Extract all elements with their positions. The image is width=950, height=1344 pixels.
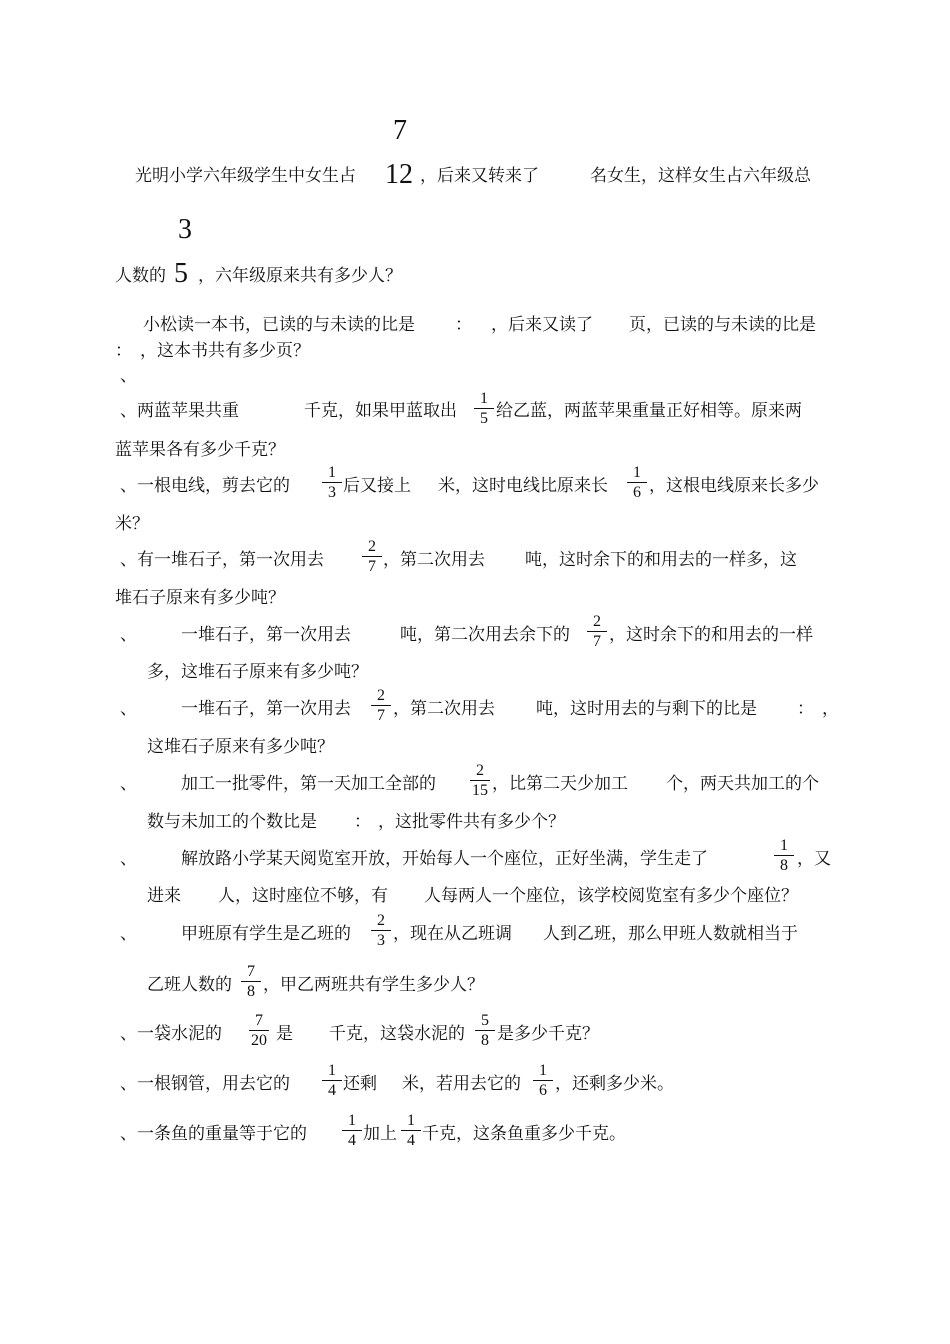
fraction-denominator: 7: [368, 558, 376, 575]
problem-text: 蓝苹果各有多少千克？: [115, 440, 285, 460]
fraction-denominator: 6: [539, 1082, 547, 1099]
problem-text: 数与未加工的个数比是: [147, 812, 317, 832]
ratio-colon: ：: [797, 699, 814, 719]
fraction-bar: [587, 631, 607, 632]
fraction-denominator: 8: [780, 857, 788, 874]
fraction-bar: [241, 981, 261, 982]
fraction-numerator: 1: [780, 837, 788, 854]
problem-text: 页，已读的与未读的比是: [629, 315, 816, 335]
fraction-bar: [362, 556, 382, 557]
problem-text: 一堆石子，第一次用去: [181, 625, 351, 645]
fraction: [340, 1112, 364, 1149]
fraction-denominator: 12: [385, 159, 413, 190]
problem-text: ，现在从乙班调: [393, 924, 512, 944]
fraction-numerator: 2: [476, 762, 484, 779]
problem-text: 还剩: [343, 1074, 377, 1094]
problem-text: ，第二次用去: [383, 550, 485, 570]
problem-text: 千克，这袋水泥的: [329, 1024, 465, 1044]
fraction-numerator: 7: [255, 1012, 263, 1029]
problem-text: ，又: [797, 849, 831, 869]
fraction-numerator: 7: [393, 115, 407, 146]
problem-text: 这堆石子原来有多少吨？: [147, 737, 334, 757]
fraction-bar: [401, 1130, 421, 1131]
problem-text: 一堆石子，第一次用去: [181, 699, 351, 719]
problem-text: ，第二次用去: [393, 699, 495, 719]
problem-text: ，甲乙两班共有学生多少人？: [263, 975, 484, 995]
problem-text: 吨，这时用去的与剩下的比是: [536, 699, 757, 719]
problem-text: 、两蓝苹果共重: [120, 401, 239, 421]
fraction-denominator: 8: [481, 1032, 489, 1049]
list-marker: 、: [120, 366, 137, 386]
problem-text: 、一袋水泥的: [120, 1024, 222, 1044]
fraction-denominator: 6: [633, 484, 641, 501]
fraction-denominator: 4: [348, 1132, 356, 1149]
problem-text: 人每两人一个座位，该学校阅览室有多少个座位？: [424, 886, 798, 906]
fraction-denominator: 7: [593, 633, 601, 650]
problem-text: 甲班原有学生是乙班的: [181, 924, 351, 944]
fraction-numerator: 7: [247, 963, 255, 980]
fraction: [473, 1012, 497, 1049]
fraction-numerator: 1: [407, 1112, 415, 1129]
fraction-numerator: 1: [633, 464, 641, 481]
fraction-bar: [470, 780, 490, 781]
problem-text: 是: [276, 1024, 293, 1044]
problem-text: 人数的: [115, 266, 166, 286]
fraction: [320, 464, 344, 501]
fraction: [247, 1012, 271, 1049]
fraction-bar: [371, 930, 391, 931]
list-marker: 、: [120, 699, 137, 719]
problem-text: ，这时余下的和用去的一样: [609, 625, 813, 645]
fraction: [369, 687, 393, 724]
problem-text: 乙班人数的: [147, 975, 232, 995]
fraction-denominator: 3: [328, 484, 336, 501]
fraction-bar: [774, 855, 794, 856]
problem-text: ，比第二天少加工: [492, 774, 628, 794]
fraction-denominator: 15: [472, 782, 488, 799]
fraction-numerator: 2: [368, 538, 376, 555]
problem-text: 米，这时电线比原来长: [438, 476, 608, 496]
ratio-colon: ：: [115, 341, 132, 361]
fraction-numerator: 1: [328, 1062, 336, 1079]
fraction-bar: [371, 705, 391, 706]
problem-text: 米，若用去它的: [402, 1074, 521, 1094]
fraction-denominator: 7: [377, 707, 385, 724]
problem-text: 千克，如果甲蓝取出: [304, 401, 457, 421]
fraction: [239, 963, 263, 1000]
fraction-numerator: 2: [593, 613, 601, 630]
fraction-denominator: 8: [247, 983, 255, 1000]
fraction-bar: [474, 408, 494, 409]
problem-text: 、有一堆石子，第一次用去: [120, 550, 324, 570]
problem-text: ，后来又读了: [491, 315, 593, 335]
problem-text: 小松读一本书，已读的与未读的比是: [143, 315, 415, 335]
problem-text: 、一根钢管，用去它的: [120, 1074, 290, 1094]
fraction-bar: [249, 1030, 269, 1031]
problem-text: 个，两天共加工的个: [666, 774, 819, 794]
fraction: [472, 390, 496, 427]
fraction: [399, 1112, 423, 1149]
problem-text: 加上: [363, 1124, 397, 1144]
problem-text: 吨，第二次用去余下的: [400, 625, 570, 645]
fraction-denominator: 4: [328, 1082, 336, 1099]
fraction-numerator: 2: [377, 687, 385, 704]
ratio-colon: ：: [354, 812, 371, 832]
problem-text: 后又接上: [343, 476, 411, 496]
fraction-numerator: 1: [328, 464, 336, 481]
fraction-bar: [475, 1030, 495, 1031]
ratio-colon: ：: [455, 315, 472, 335]
fraction-numerator: 2: [377, 912, 385, 929]
fraction-denominator: 20: [251, 1032, 267, 1049]
fraction-numerator: 1: [480, 390, 488, 407]
problem-text: 是多少千克？: [497, 1024, 599, 1044]
fraction-bar: [533, 1080, 553, 1081]
problem-text: 多，这堆石子原来有多少吨？: [147, 662, 368, 682]
problem-text: ，后来又转来了: [420, 166, 539, 186]
punctuation: ，: [822, 699, 839, 719]
fraction: [772, 837, 796, 874]
fraction-numerator: 5: [481, 1012, 489, 1029]
list-marker: 、: [120, 774, 137, 794]
problem-text: 解放路小学某天阅览室开放，开始每人一个座位，正好坐满，学生走了: [181, 849, 708, 869]
problem-text: 光明小学六年级学生中女生占: [135, 166, 356, 186]
fraction-denominator: 5: [480, 410, 488, 427]
fraction: [320, 1062, 344, 1099]
problem-text: ，这根电线原来长多少: [649, 476, 819, 496]
problem-text: 名女生，这样女生占六年级总: [590, 166, 811, 186]
problem-text: ，这本书共有多少页？: [140, 341, 310, 361]
list-marker: 、: [120, 849, 137, 869]
list-marker: 、: [120, 924, 137, 944]
fraction: [468, 762, 492, 799]
problem-text: 给乙蓝，两蓝苹果重量正好相等。原来两: [496, 401, 802, 421]
problem-text: 吨，这时余下的和用去的一样多，这: [525, 550, 797, 570]
problem-text: ，这批零件共有多少个？: [378, 812, 565, 832]
fraction: [531, 1062, 555, 1099]
fraction-bar: [322, 1080, 342, 1081]
fraction-numerator: 1: [539, 1062, 547, 1079]
problem-text: 人，这时座位不够，有: [218, 886, 388, 906]
problem-text: 、一根电线，剪去它的: [120, 476, 290, 496]
problem-text: 加工一批零件，第一天加工全部的: [181, 774, 436, 794]
problem-text: 、一条鱼的重量等于它的: [120, 1124, 307, 1144]
problem-text: 米？: [115, 514, 149, 534]
problem-text: ，六年级原来共有多少人？: [198, 266, 402, 286]
fraction: [360, 538, 384, 575]
problem-text: 进来: [147, 886, 181, 906]
fraction-numerator: 1: [348, 1112, 356, 1129]
fraction-bar: [342, 1130, 362, 1131]
problem-text: 堆石子原来有多少吨？: [115, 588, 285, 608]
fraction-numerator: 3: [178, 214, 192, 245]
list-marker: 、: [120, 625, 137, 645]
fraction-bar: [322, 482, 342, 483]
fraction-denominator: 4: [407, 1132, 415, 1149]
problem-text: 人到乙班，那么甲班人数就相当于: [543, 924, 798, 944]
fraction: [369, 912, 393, 949]
fraction-denominator: 3: [377, 932, 385, 949]
fraction-bar: [627, 482, 647, 483]
problem-text: 千克，这条鱼重多少千克。: [422, 1124, 626, 1144]
fraction: [625, 464, 649, 501]
fraction: [585, 613, 609, 650]
fraction-denominator: 5: [174, 258, 188, 289]
problem-text: ，还剩多少米。: [555, 1074, 674, 1094]
